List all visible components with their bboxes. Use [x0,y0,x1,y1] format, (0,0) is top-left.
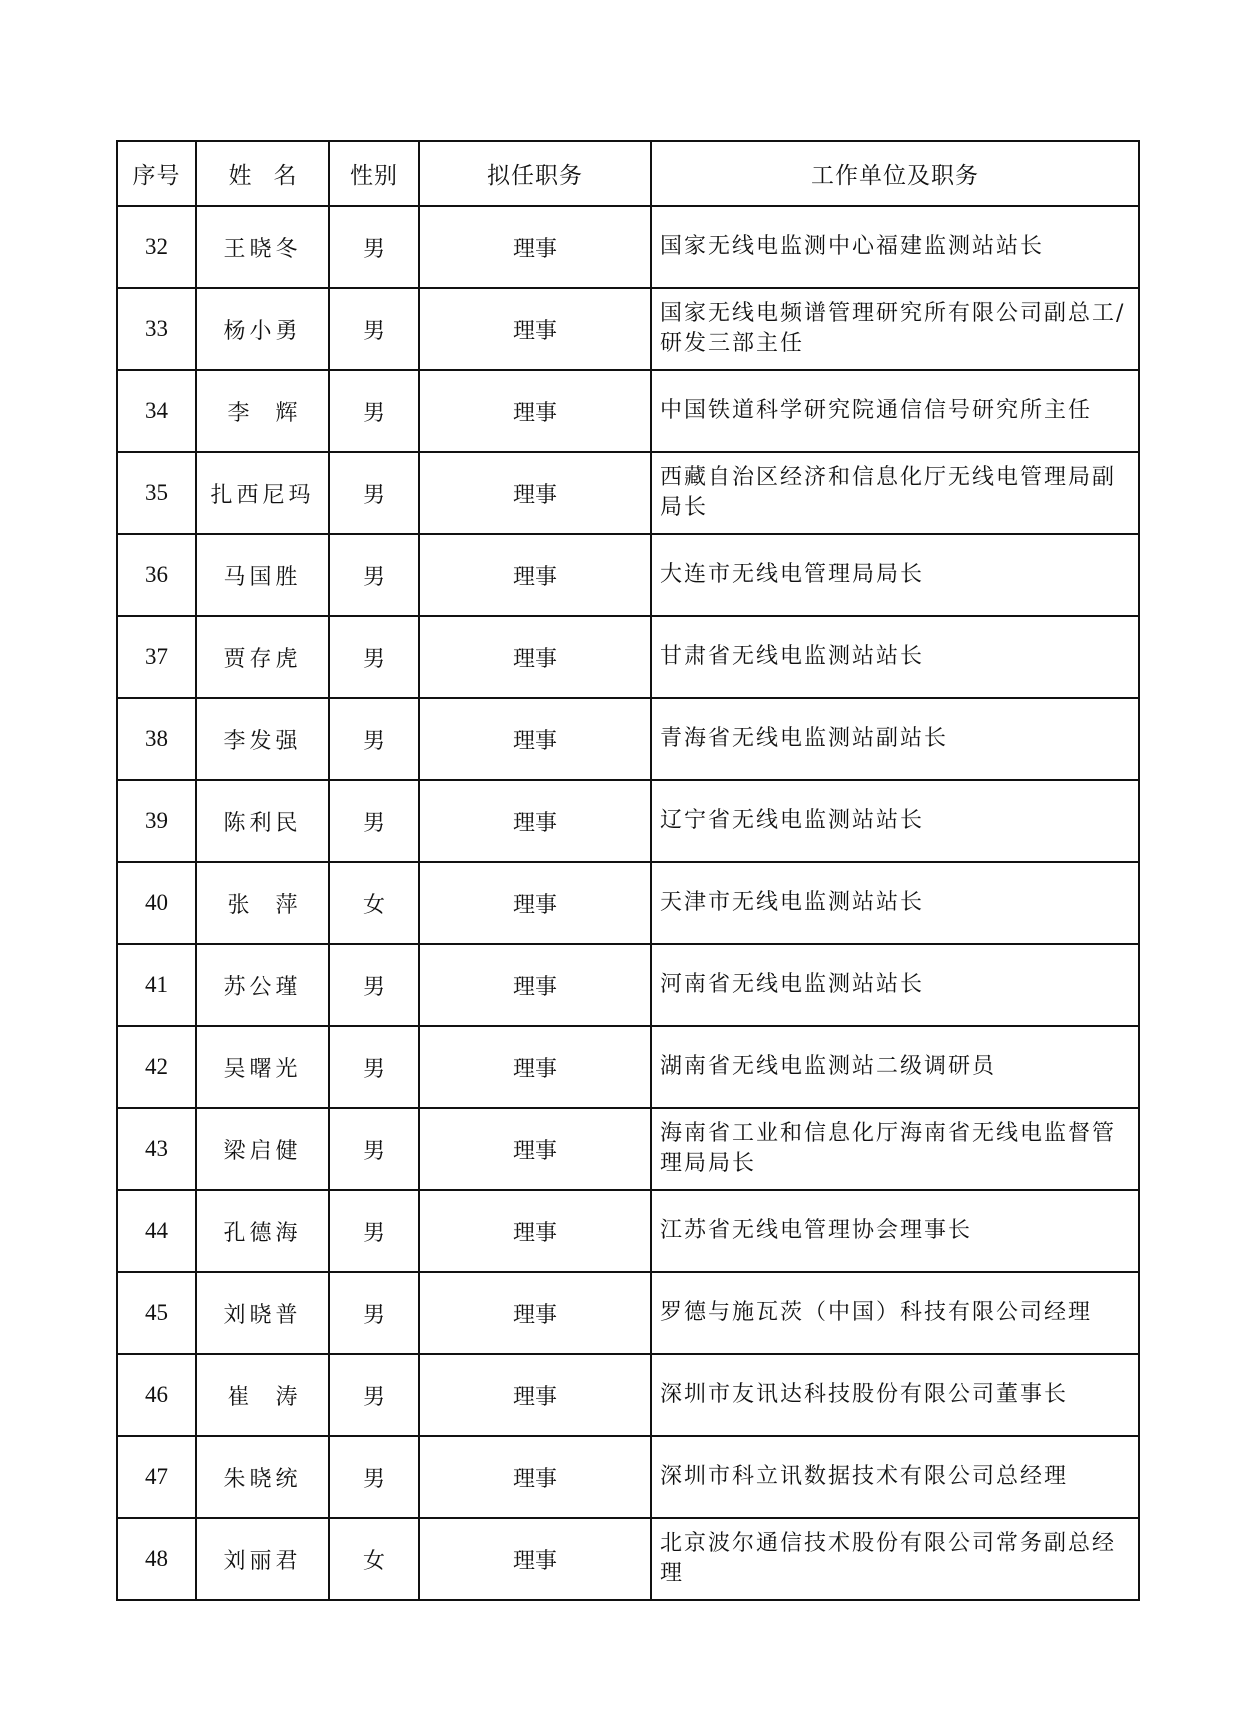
work-unit-cell: 青海省无线电监测站副站长 [651,698,1139,780]
work-unit-cell: 江苏省无线电管理协会理事长 [651,1190,1139,1272]
gender-cell: 男 [329,1108,419,1190]
table-row [117,944,1139,1026]
header-serial-number: 序号 [117,141,196,206]
serial-number-cell: 46 [117,1354,196,1436]
work-unit-cell: 大连市无线电管理局局长 [651,534,1139,616]
table-row [117,1108,1139,1190]
member-table [116,140,1140,1601]
table-row [117,452,1139,534]
gender-cell: 男 [329,1272,419,1354]
table-row [117,862,1139,944]
position-cell: 理事 [419,862,651,944]
position-cell: 理事 [419,370,651,452]
name-cell: 陈利民 [196,780,329,862]
table-row [117,370,1139,452]
serial-number-cell: 37 [117,616,196,698]
position-cell: 理事 [419,1108,651,1190]
position-cell: 理事 [419,616,651,698]
serial-number-cell: 48 [117,1518,196,1600]
work-unit-cell: 深圳市科立讯数据技术有限公司总经理 [651,1436,1139,1518]
gender-cell: 男 [329,780,419,862]
position-cell: 理事 [419,1026,651,1108]
serial-number-cell: 45 [117,1272,196,1354]
gender-cell: 男 [329,1354,419,1436]
position-cell: 理事 [419,698,651,780]
work-unit-cell: 河南省无线电监测站站长 [651,944,1139,1026]
position-cell: 理事 [419,1354,651,1436]
gender-cell: 女 [329,862,419,944]
position-cell: 理事 [419,534,651,616]
name-cell: 刘丽君 [196,1518,329,1600]
name-cell: 崔涛 [196,1354,329,1436]
name-cell: 苏公瑾 [196,944,329,1026]
position-cell: 理事 [419,1272,651,1354]
gender-cell: 男 [329,206,419,288]
serial-number-cell: 32 [117,206,196,288]
table-row [117,288,1139,370]
name-cell: 梁启健 [196,1108,329,1190]
serial-number-cell: 44 [117,1190,196,1272]
gender-cell: 男 [329,534,419,616]
serial-number-cell: 38 [117,698,196,780]
member-list-page [116,140,1138,1601]
work-unit-cell: 甘肃省无线电监测站站长 [651,616,1139,698]
work-unit-cell: 辽宁省无线电监测站站长 [651,780,1139,862]
work-unit-cell: 天津市无线电监测站站长 [651,862,1139,944]
table-row [117,780,1139,862]
name-cell: 马国胜 [196,534,329,616]
gender-cell: 男 [329,1190,419,1272]
position-cell: 理事 [419,780,651,862]
gender-cell: 男 [329,288,419,370]
name-cell: 孔德海 [196,1190,329,1272]
table-row [117,534,1139,616]
table-row [117,1436,1139,1518]
header-work-unit-and-position: 工作单位及职务 [651,141,1139,206]
gender-cell: 男 [329,452,419,534]
table-row [117,1272,1139,1354]
name-cell: 张萍 [196,862,329,944]
position-cell: 理事 [419,944,651,1026]
serial-number-cell: 41 [117,944,196,1026]
work-unit-cell: 罗德与施瓦茨（中国）科技有限公司经理 [651,1272,1139,1354]
position-cell: 理事 [419,452,651,534]
serial-number-cell: 43 [117,1108,196,1190]
table-row [117,1354,1139,1436]
table-row [117,698,1139,780]
work-unit-cell: 国家无线电频谱管理研究所有限公司副总工/研发三部主任 [651,288,1139,370]
serial-number-cell: 35 [117,452,196,534]
name-cell: 贾存虎 [196,616,329,698]
work-unit-cell: 北京波尔通信技术股份有限公司常务副总经理 [651,1518,1139,1600]
gender-cell: 男 [329,944,419,1026]
name-cell: 王晓冬 [196,206,329,288]
header-row [117,141,1139,206]
serial-number-cell: 47 [117,1436,196,1518]
serial-number-cell: 40 [117,862,196,944]
gender-cell: 男 [329,1026,419,1108]
work-unit-cell: 中国铁道科学研究院通信信号研究所主任 [651,370,1139,452]
position-cell: 理事 [419,1518,651,1600]
serial-number-cell: 42 [117,1026,196,1108]
name-cell: 刘晓普 [196,1272,329,1354]
work-unit-cell: 西藏自治区经济和信息化厅无线电管理局副局长 [651,452,1139,534]
header-gender: 性别 [329,141,419,206]
work-unit-cell: 深圳市友讯达科技股份有限公司董事长 [651,1354,1139,1436]
header-proposed-position: 拟任职务 [419,141,651,206]
table-row [117,1026,1139,1108]
table-row [117,1190,1139,1272]
work-unit-cell: 国家无线电监测中心福建监测站站长 [651,206,1139,288]
table-row [117,1518,1139,1600]
gender-cell: 男 [329,616,419,698]
name-cell: 扎西尼玛 [196,452,329,534]
serial-number-cell: 34 [117,370,196,452]
table-body [117,206,1139,1600]
position-cell: 理事 [419,288,651,370]
serial-number-cell: 33 [117,288,196,370]
position-cell: 理事 [419,1436,651,1518]
work-unit-cell: 湖南省无线电监测站二级调研员 [651,1026,1139,1108]
gender-cell: 男 [329,370,419,452]
serial-number-cell: 36 [117,534,196,616]
gender-cell: 男 [329,1436,419,1518]
serial-number-cell: 39 [117,780,196,862]
position-cell: 理事 [419,1190,651,1272]
name-cell: 李辉 [196,370,329,452]
name-cell: 杨小勇 [196,288,329,370]
position-cell: 理事 [419,206,651,288]
name-cell: 吴曙光 [196,1026,329,1108]
table-header [117,141,1139,206]
gender-cell: 女 [329,1518,419,1600]
header-name: 姓名 [196,141,329,206]
table-row [117,206,1139,288]
work-unit-cell: 海南省工业和信息化厅海南省无线电监督管理局局长 [651,1108,1139,1190]
name-cell: 李发强 [196,698,329,780]
name-cell: 朱晓统 [196,1436,329,1518]
table-row [117,616,1139,698]
gender-cell: 男 [329,698,419,780]
